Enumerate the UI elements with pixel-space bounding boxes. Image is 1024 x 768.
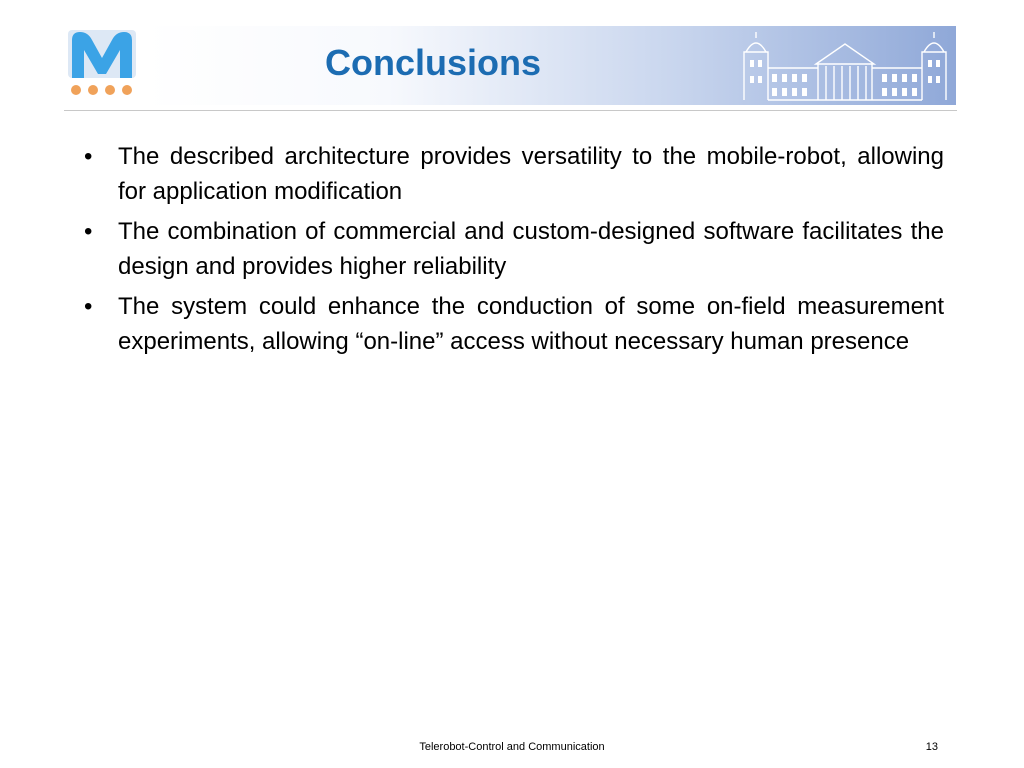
bullet-text: The system could enhance the conduction of some on-field measurement experiments, allowing “on-line” access without necessary human presence: [118, 293, 944, 355]
slide-title: Conclusions: [325, 42, 542, 83]
slide-header: [0, 0, 1024, 112]
bullet-marker: •: [84, 218, 93, 245]
bullet-list: [76, 140, 944, 365]
bullet-marker: •: [84, 293, 93, 320]
page-number: 13: [925, 741, 938, 753]
bullet-text: The combination of commercial and custom-designed software facilitates the design and provides higher reliability: [118, 218, 944, 280]
bullet-item: [76, 140, 944, 209]
bullet-item: [76, 215, 944, 284]
footer-caption: Telerobot-Control and Communication: [419, 741, 605, 753]
bullet-item: [76, 290, 944, 359]
header-divider: [64, 110, 957, 111]
m-logo-icon: [64, 26, 140, 102]
bullet-marker: •: [84, 143, 93, 170]
university-building-icon: [738, 30, 952, 102]
bullet-text: The described architecture provides versatility to the mobile-robot, allowing for application modification: [118, 143, 944, 205]
